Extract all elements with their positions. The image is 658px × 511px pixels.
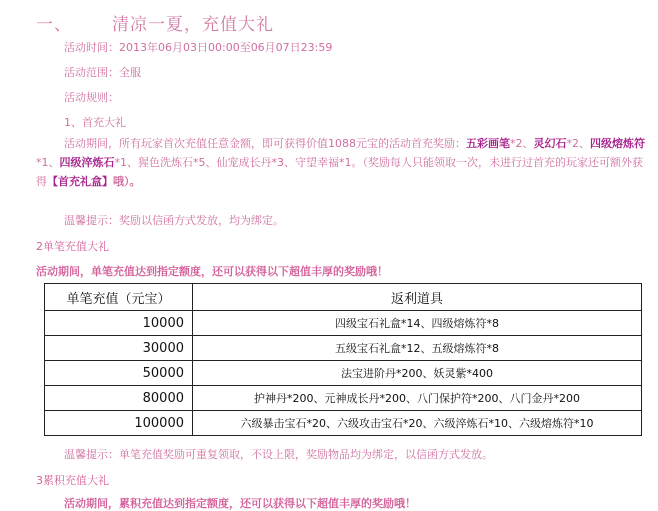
section2-tip: 温馨提示：单笔充值奖励可重复领取，不设上限，奖励物品均为绑定，以信函方式发放。 — [64, 448, 493, 461]
amount-cell: 80000 — [45, 386, 193, 411]
items-cell: 护神丹*200、元神成长丹*200、八门保护符*200、八门金丹*200 — [193, 386, 642, 411]
activity-time: 活动时间：2013年06月03日00:00至06月07日23:59 — [64, 41, 333, 54]
reward-b: 灵幻石 — [533, 137, 567, 150]
amount-cell: 100000 — [45, 411, 193, 436]
section1-body — [36, 134, 648, 191]
table-row — [45, 361, 642, 386]
table-header-row — [45, 284, 642, 311]
items-cell: 法宝进阶丹*200、妖灵紫*400 — [193, 361, 642, 386]
section1-end: 哦）。 — [113, 175, 141, 188]
table-row — [45, 311, 642, 336]
section1-tip: 温馨提示：奖励以信函方式发放，均为绑定。 — [64, 214, 284, 227]
activity-rules-label: 活动规则： — [64, 91, 119, 104]
amount-cell: 50000 — [45, 361, 193, 386]
section3-desc: 活动期间，累积充值达到指定额度，还可以获得以下超值丰厚的奖励哦！ — [64, 497, 416, 510]
reward-a-qty: *2、 — [510, 137, 534, 150]
items-cell: 四级宝石礼盒*14、四级熔炼符*8 — [193, 311, 642, 336]
reward-b-qty: *2、 — [566, 137, 590, 150]
reward-c: 四级熔炼符 — [590, 137, 645, 150]
reward-c-qty: *1、 — [36, 156, 60, 169]
table-header-amount: 单笔充值（元宝） — [45, 284, 193, 311]
title-text: 清凉一夏，充值大礼 — [112, 15, 274, 35]
section2-desc: 活动期间，单笔充值达到指定额度，还可以获得以下超值丰厚的奖励哦！ — [36, 265, 388, 278]
amount-cell: 30000 — [45, 336, 193, 361]
table-header-items: 返利道具 — [193, 284, 642, 311]
reward-a: 五彩画笔 — [466, 137, 510, 150]
amount-cell: 10000 — [45, 311, 193, 336]
table-row — [45, 336, 642, 361]
section3-heading: 3累积充值大礼 — [36, 474, 109, 487]
activity-scope: 活动范围：全服 — [64, 66, 141, 79]
section1-body-before: 活动期间，所有玩家首次充值任意金额，即可获得价值1088元宝的活动首充奖励： — [64, 137, 466, 150]
section1-heading: 1、首充大礼 — [64, 116, 126, 129]
table-row — [45, 386, 642, 411]
title-number: 一、 — [36, 15, 72, 35]
rebate-table — [44, 283, 642, 436]
reward-d: 四级淬炼石 — [59, 156, 115, 169]
section2-heading: 2单笔充值大礼 — [36, 240, 109, 253]
extra-reward: 【首充礼盒】 — [47, 175, 113, 188]
items-cell: 五级宝石礼盒*12、五级熔炼符*8 — [193, 336, 642, 361]
table-row — [45, 411, 642, 436]
items-cell: 六级暴击宝石*20、六级攻击宝石*20、六级淬炼石*10、六级熔炼符*10 — [193, 411, 642, 436]
page-title — [36, 10, 274, 35]
section1-body-after: *1、猩色洗炼石*5、仙宠成长丹*3、守望幸福*1。（奖励每人只能领取一次，未进行过首充的玩家还可额外获得 — [36, 156, 643, 188]
